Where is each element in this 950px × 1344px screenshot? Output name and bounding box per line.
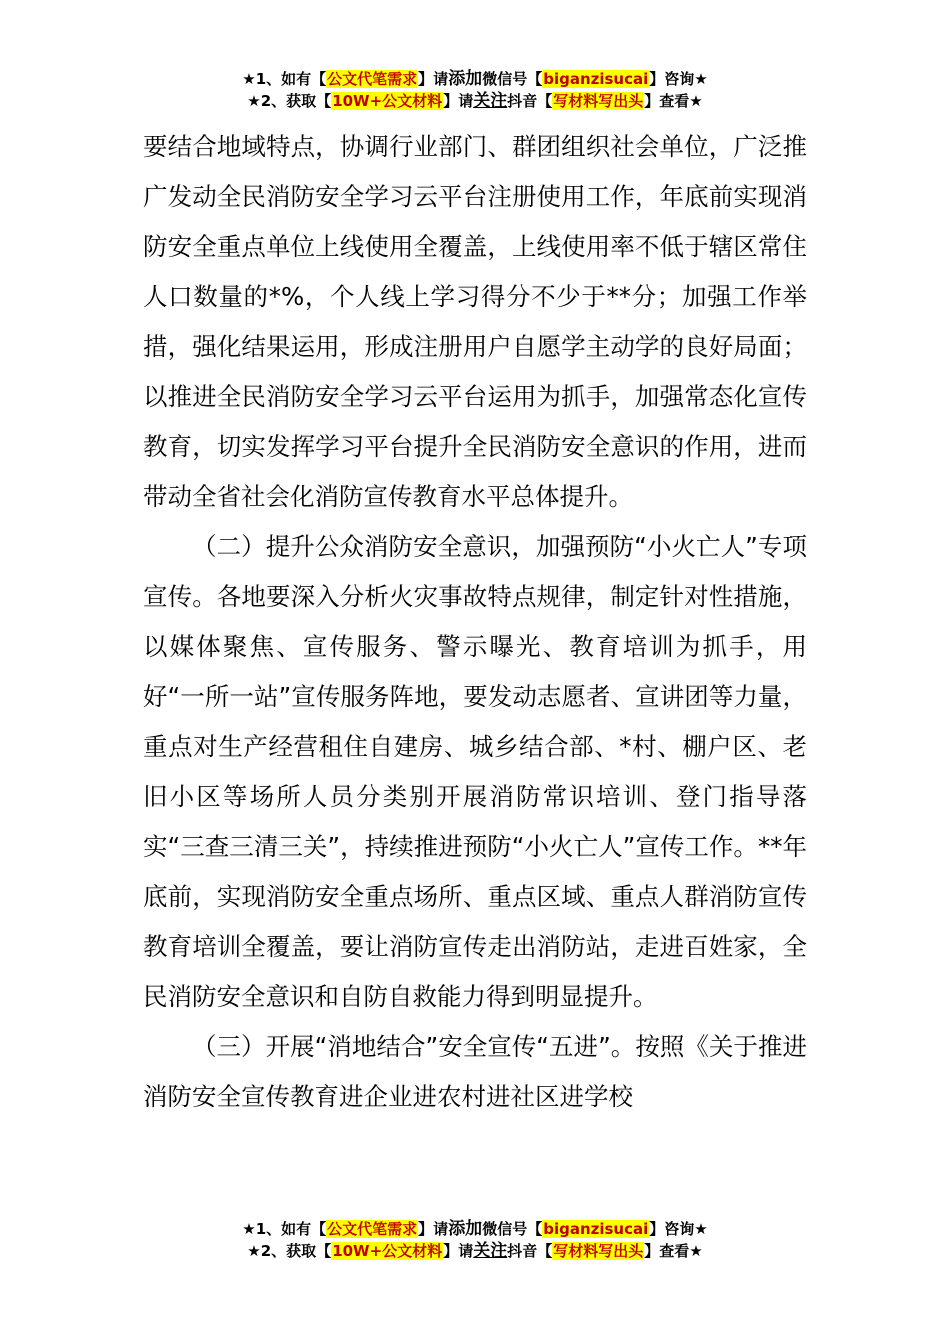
paragraph-section-2: （二）提升公众消防安全意识，加强预防“小火亡人”专项宣传。各地要深入分析火灾事故特点规律，制定针对性措施，以媒体聚焦、宣传服务、警示曝光、教育培训为抓手，用好“一所一站”宣传服务阵地，要发动志愿者、宣讲团等力量，重点对生产经营租住自建房、城乡结合部、*村、棚户区、老旧小区等场所人员分类别开展消防常识培训、登门指导落实“三查三清三关”，持续推进预防“小火亡人”宣传工作。**年底前，实现消防安全重点场所、重点区域、重点人群消防宣传教育培训全覆盖，要让消防宣传走出消防站，走进百姓家，全民消防安全意识和自防自救能力得到明显提升。 [143, 532, 807, 1011]
highlight-service: 公文代笔需求 [327, 1220, 418, 1238]
highlight-service: 公文代笔需求 [327, 70, 418, 88]
paragraph-continued: 要结合地域特点，协调行业部门、群团组织社会单位，广泛推广发动全民消防安全学习云平台注册使用工作，年底前实现消防安全重点单位上线使用全覆盖，上线使用率不低于辖区常住人口数量的*%，个人线上学习得分不少于**分；加强工作举措，强化结果运用，形成注册用户自愿学主动学的良好局面；以推进全民消防安全学习云平台运用为抓手，加强常态化宣传教育，切实发挥学习平台提升全民消防安全意识的作用，进而带动全省社会化消防宣传教育水平总体提升。 [143, 132, 807, 511]
highlight-wechat-id: biganzisucai [543, 70, 649, 88]
banner-text: ★1、如有【 [242, 70, 327, 88]
highlight-douyin-account: 写材料写出头 [553, 1242, 644, 1260]
document-body [143, 122, 807, 1122]
banner-line-2 [0, 1240, 950, 1262]
banner-text: ★2、获取【 [247, 92, 332, 110]
banner-text: 】请 [418, 1220, 449, 1238]
banner-text: 】咨询★ [649, 1220, 708, 1238]
banner-emphasis: 添加 [448, 1219, 483, 1239]
banner-line-2 [0, 90, 950, 112]
banner-text: 】请 [443, 1242, 474, 1260]
banner-text: ★1、如有【 [242, 1220, 327, 1238]
banner-emphasis: 关注 [473, 91, 508, 111]
banner-text: 抖音【 [507, 92, 553, 110]
highlight-wechat-id: biganzisucai [543, 1220, 649, 1238]
banner-line-1 [0, 1218, 950, 1240]
banner-line-1 [0, 68, 950, 90]
banner-text: ★2、获取【 [247, 1242, 332, 1260]
banner-text: 抖音【 [507, 1242, 553, 1260]
highlight-materials: 10W+公文材料 [332, 1242, 443, 1260]
banner-text: 】查看★ [644, 1242, 703, 1260]
banner-text: 】咨询★ [649, 70, 708, 88]
highlight-materials: 10W+公文材料 [332, 92, 443, 110]
banner-text: 】请 [418, 70, 449, 88]
banner-emphasis: 添加 [448, 69, 483, 89]
banner-text: 】查看★ [644, 92, 703, 110]
banner-text: 微信号【 [482, 70, 543, 88]
header-banner [0, 68, 950, 112]
banner-text: 微信号【 [482, 1220, 543, 1238]
footer-banner [0, 1218, 950, 1262]
banner-emphasis: 关注 [473, 1241, 508, 1261]
paragraph-section-3: （三）开展“消地结合”安全宣传“五进”。按照《关于推进消防安全宣传教育进企业进农村进社区进学校 [143, 1032, 807, 1111]
highlight-douyin-account: 写材料写出头 [553, 92, 644, 110]
banner-text: 】请 [443, 92, 474, 110]
